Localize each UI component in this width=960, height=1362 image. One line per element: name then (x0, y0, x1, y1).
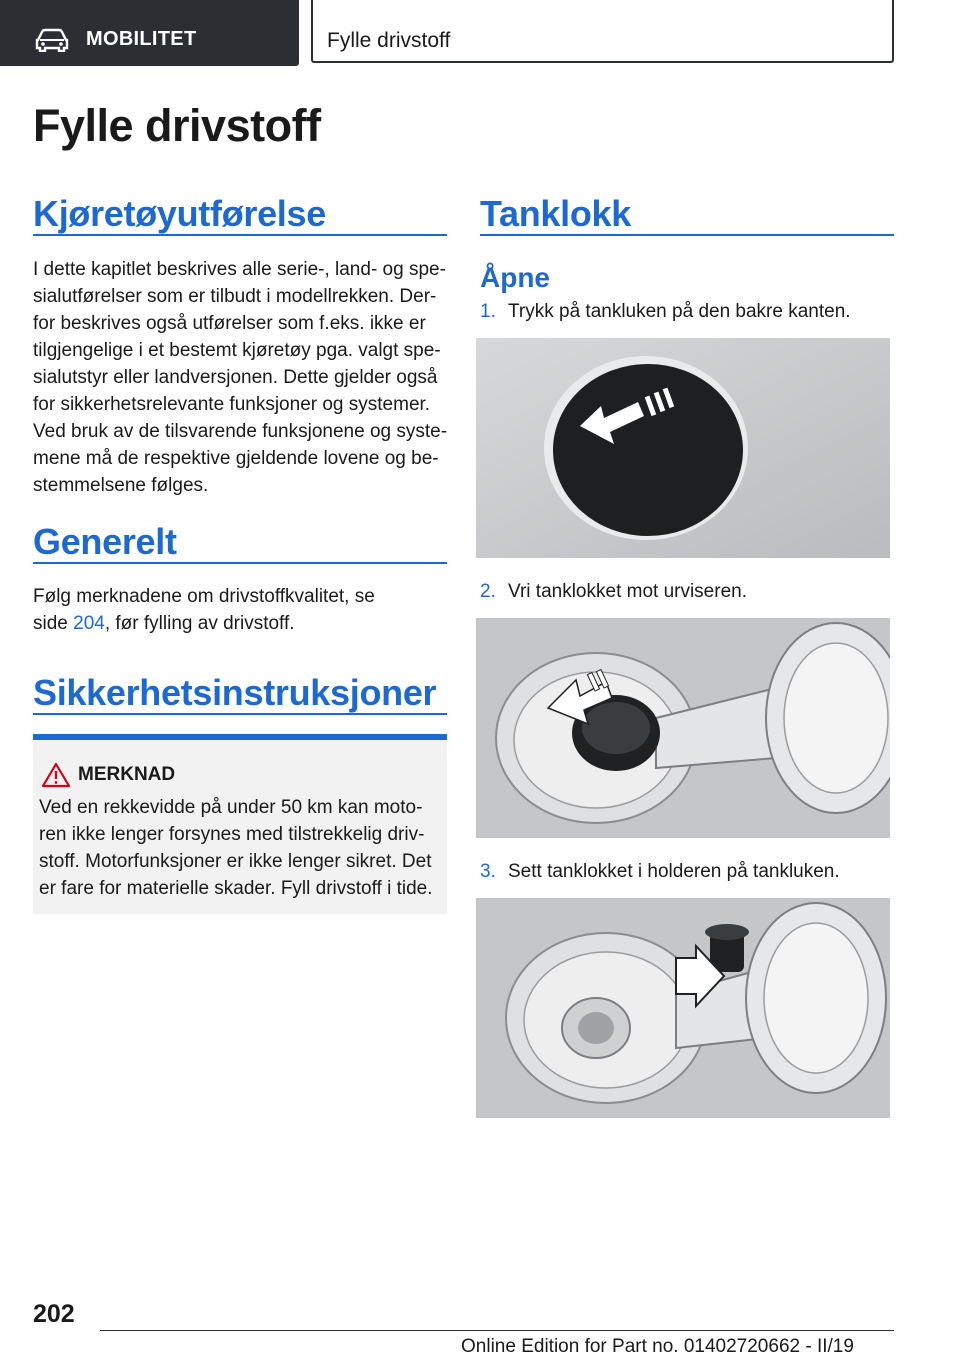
step-number: 3. (480, 861, 496, 882)
paragraph-line: mene må de respektive gjeldende lovene og be- (33, 448, 439, 469)
heading-rule (33, 562, 447, 564)
header-bar (0, 0, 960, 66)
section-tab[interactable] (0, 0, 299, 66)
paragraph-line: Ved bruk av de tilsvarende funksjonene og syste- (33, 421, 448, 442)
notice-box (33, 734, 447, 914)
page-title: Fylle drivstoff (33, 100, 321, 151)
page-number: 202 (33, 1300, 75, 1328)
figure-fuel-flap-press (476, 338, 890, 558)
text-segment: , før fylling av drivstoff. (104, 613, 295, 634)
page-link-204[interactable]: 204 (73, 613, 105, 634)
notice-line: Ved en rekkevidde på under 50 km kan moto- (39, 797, 423, 818)
kjoretoy-paragraph (33, 256, 447, 499)
notice-title: MERKNAD (78, 764, 176, 785)
footer-rule (100, 1330, 894, 1331)
paragraph-line: for sikkerhetsrelevante funksjoner og systemer. (33, 394, 431, 415)
step-text: Trykk på tankluken på den bakre kanten. (508, 301, 851, 322)
step-number: 1. (480, 301, 496, 322)
step-text: Vri tanklokket mot urviseren. (508, 581, 747, 602)
figure-turn-cap (476, 618, 890, 838)
figure-cap-holder (476, 898, 890, 1118)
notice-line: ren ikke lenger forsynes med tilstrekkelig driv- (39, 824, 425, 845)
step-item (480, 581, 747, 603)
paragraph-line: tilgjengelige i et bestemt kjøretøy pga. valgt spe- (33, 340, 441, 361)
heading-rule (33, 234, 447, 236)
edition-note: Online Edition for Part no. 01402720662 - II/19 (461, 1336, 854, 1357)
heading-tanklokk: Tanklokk (480, 193, 631, 234)
heading-rule (480, 234, 894, 236)
warning-triangle-icon (41, 762, 71, 793)
heading-kjoretoyutforelse: Kjøretøyutførelse (33, 193, 326, 234)
generelt-paragraph (33, 583, 375, 637)
subheading-apne: Åpne (480, 262, 550, 293)
step-item (480, 301, 851, 323)
heading-generelt: Generelt (33, 521, 177, 562)
topic-tab[interactable] (311, 0, 894, 63)
paragraph-line: I dette kapitlet beskrives alle serie-, land- og spe- (33, 259, 446, 280)
section-label: MOBILITET (86, 28, 197, 50)
paragraph-line: Følg merknadene om drivstoffkvalitet, se (33, 586, 375, 607)
notice-top-bar (33, 734, 447, 740)
step-number: 2. (480, 581, 496, 602)
paragraph-line: sialutførelser som er tilbudt i modellrekken. Der- (33, 286, 437, 307)
step-item (480, 861, 840, 883)
topic-label: Fylle drivstoff (327, 29, 451, 52)
step-text: Sett tanklokket i holderen på tankluken. (508, 861, 840, 882)
notice-line: stoff. Motorfunksjoner er ikke lenger sikret. Det (39, 851, 432, 872)
paragraph-line (33, 610, 375, 637)
text-segment: side (33, 613, 74, 634)
notice-line: er fare for materielle skader. Fyll drivstoff i tide. (39, 878, 433, 899)
paragraph-line: stemmelsene følges. (33, 475, 209, 496)
heading-sikkerhetsinstruksjoner: Sikkerhetsinstruksjoner (33, 672, 437, 713)
paragraph-line: sialutstyr eller landversjonen. Dette gjelder også (33, 367, 438, 388)
paragraph-line: for beskrives også utførelser som f.eks. ikke er (33, 313, 426, 334)
notice-text (39, 794, 433, 902)
heading-rule (33, 713, 447, 715)
car-icon (34, 28, 70, 57)
